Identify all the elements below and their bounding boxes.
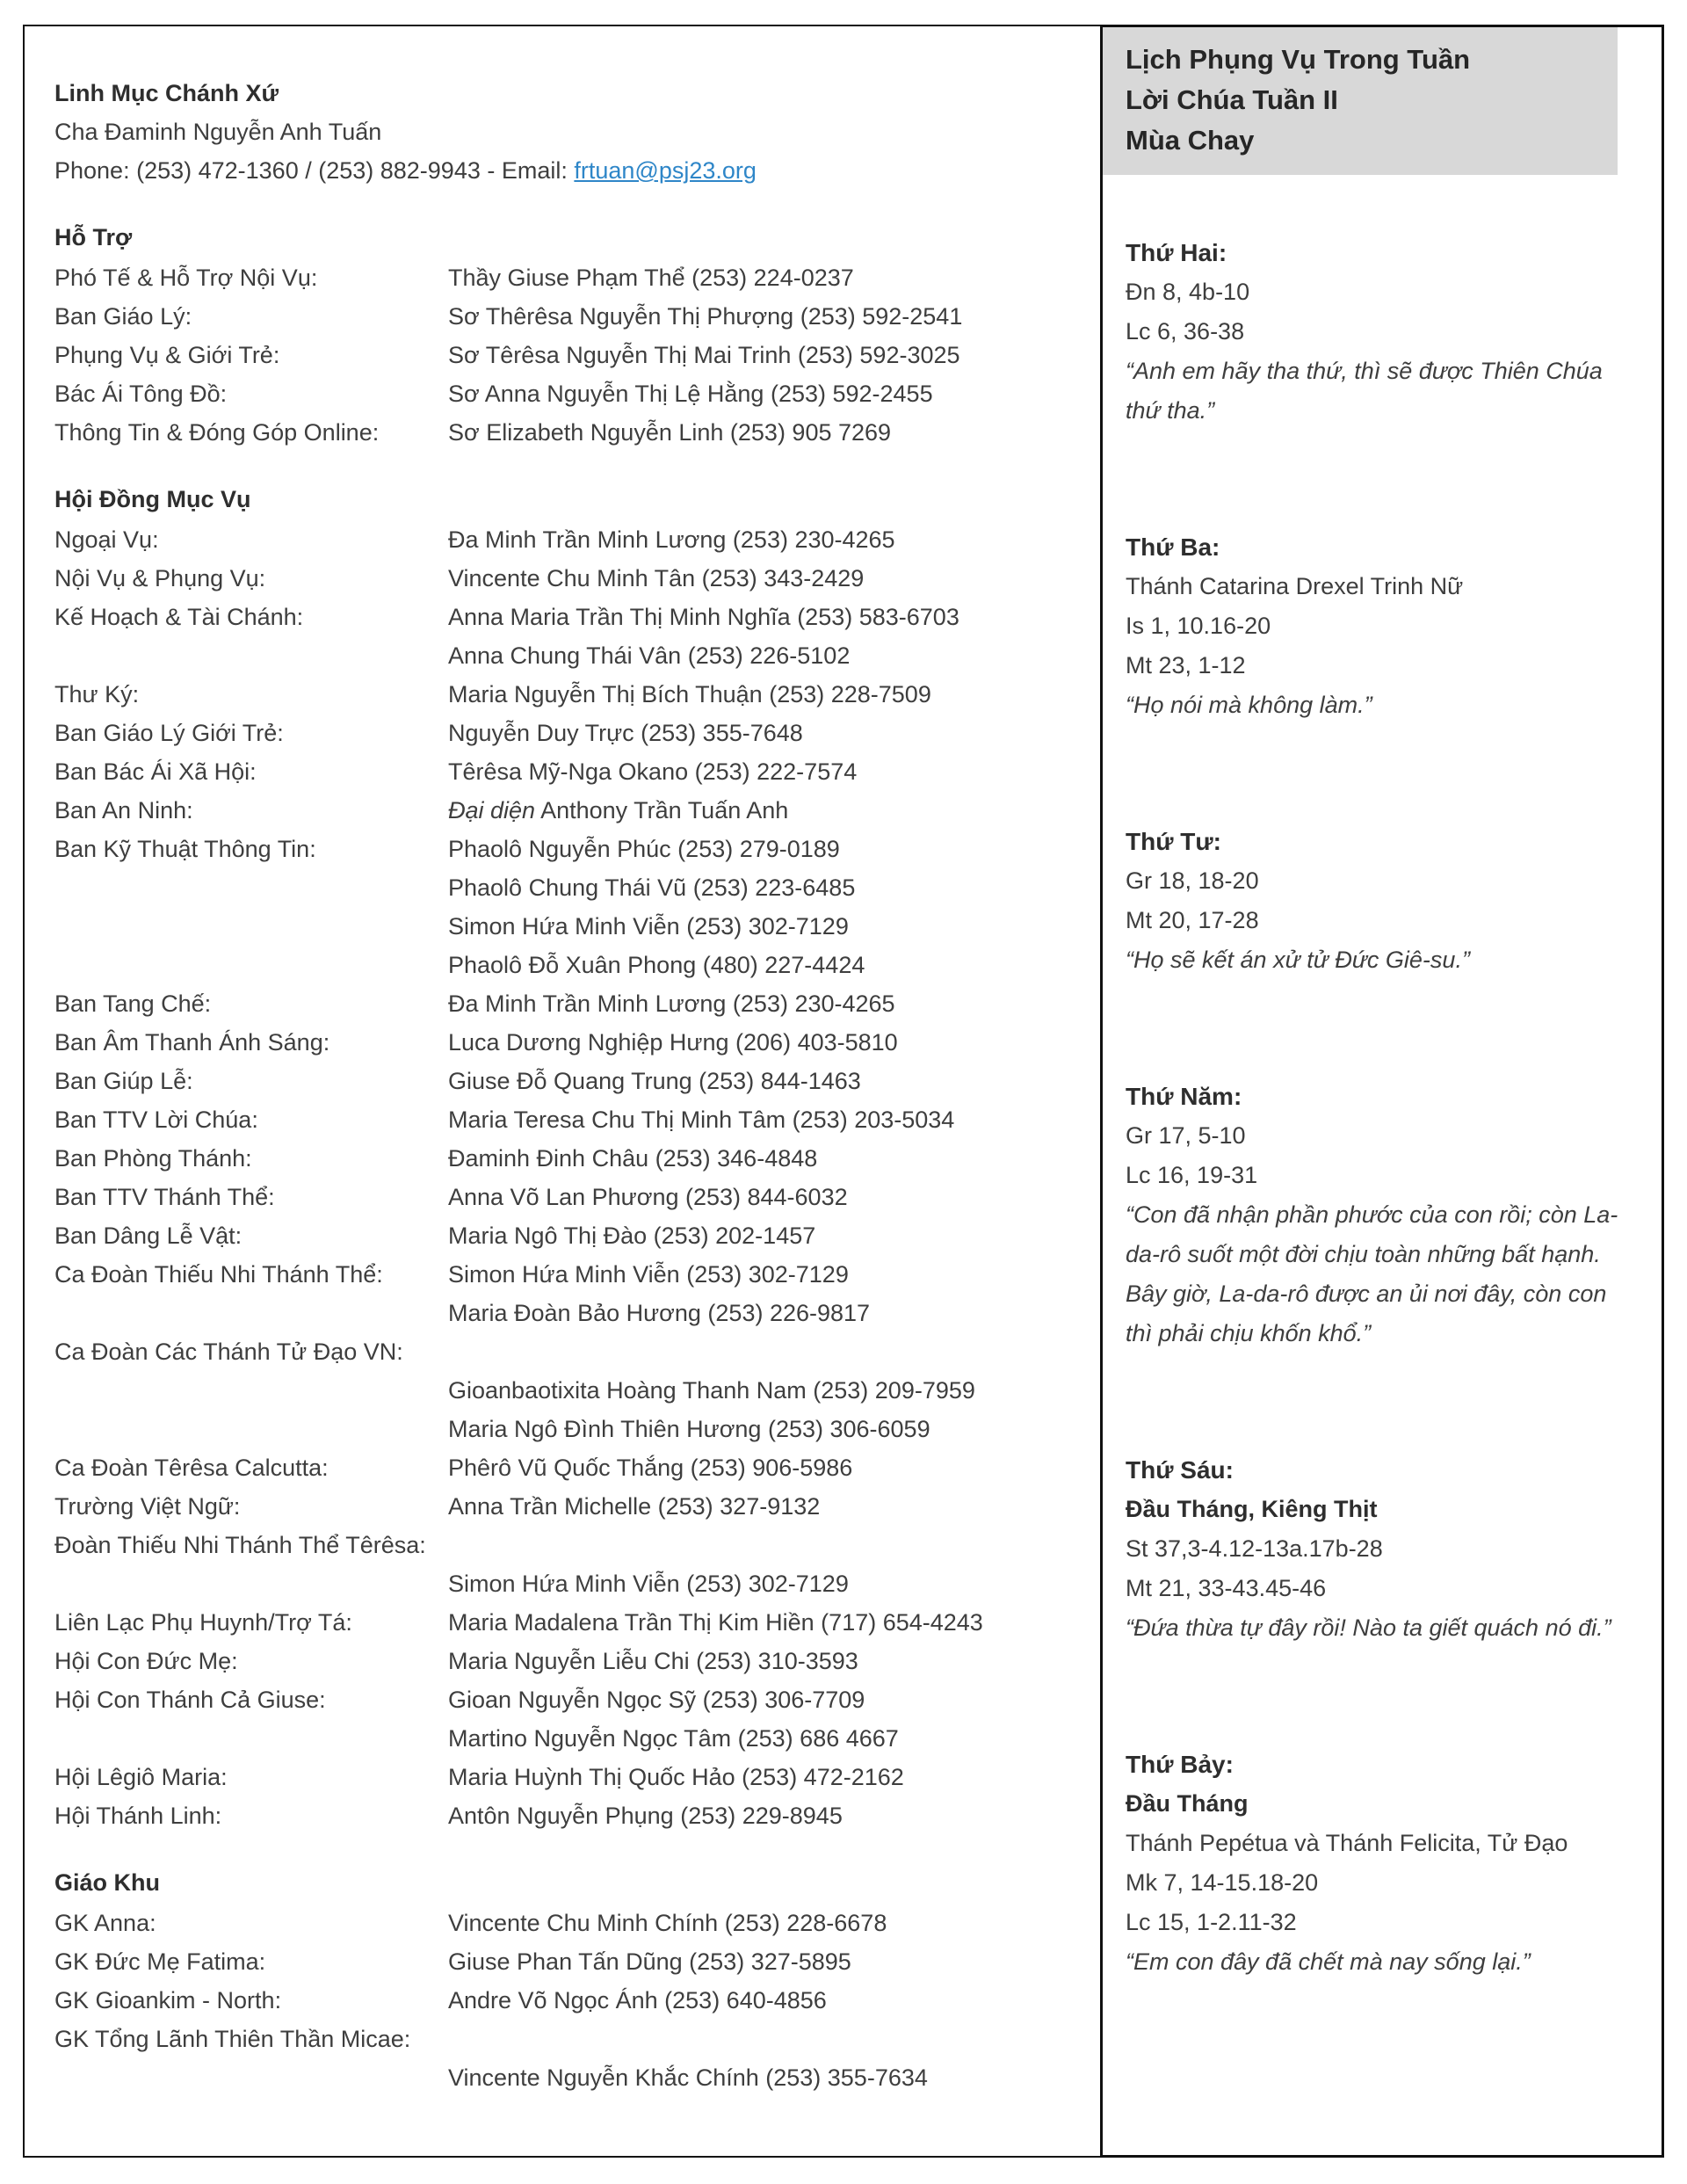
directory-row — [54, 559, 1086, 598]
directory-row — [54, 1139, 1086, 1178]
directory-row — [54, 413, 1086, 452]
day-line: Is 1, 10.16-20 — [1126, 613, 1271, 639]
directory-row — [54, 1178, 1086, 1216]
role-label — [54, 868, 448, 907]
directory-row — [54, 2058, 1086, 2097]
contact-value: Đại diện Anthony Trần Tuấn Anh — [448, 797, 789, 824]
day-title: Thứ Ba: — [1126, 533, 1220, 561]
day-block — [1126, 1745, 1623, 1982]
role-label — [54, 1410, 448, 1448]
contact-value: Maria Teresa Chu Thị Minh Tâm (253) 203-5034 — [448, 1107, 955, 1133]
contact-value: Vincente Nguyễn Khắc Chính (253) 355-7634 — [448, 2064, 928, 2091]
day-block — [1126, 527, 1623, 725]
contact-value: Sơ Anna Nguyễn Thị Lệ Hằng (253) 592-2455 — [448, 381, 933, 407]
directory-section — [54, 218, 1086, 452]
directory-row — [54, 336, 1086, 374]
directory-row — [54, 791, 1086, 830]
role-label: Ca Đoàn Các Thánh Tử Đạo VN: — [54, 1339, 403, 1365]
schedule-panel — [1100, 25, 1664, 2158]
directory-row — [54, 1216, 1086, 1255]
directory-row — [54, 1487, 1086, 1526]
section-title: Hội Đồng Mục Vụ — [54, 486, 251, 512]
role-label: Ban Kỹ Thuật Thông Tin: — [54, 836, 316, 862]
day-title: Thứ Hai: — [1126, 239, 1227, 266]
section-title: Hỗ Trợ — [54, 224, 133, 250]
directory-section — [54, 1863, 1086, 2097]
contact-value: Maria Đoàn Bảo Hương (253) 226-9817 — [448, 1300, 871, 1326]
directory-row — [54, 1410, 1086, 1448]
role-label: Ban Giáo Lý Giới Trẻ: — [54, 720, 284, 746]
directory-row — [54, 830, 1086, 868]
directory-row — [54, 1719, 1086, 1758]
contact-value: Anna Võ Lan Phương (253) 844-6032 — [448, 1184, 848, 1210]
day-line: Mt 23, 1-12 — [1126, 652, 1246, 678]
schedule-header — [1103, 27, 1618, 175]
contact-value: Đa Minh Trần Minh Lương (253) 230-4265 — [448, 526, 895, 553]
section-title: Giáo Khu — [54, 1869, 160, 1896]
day-quote: “Anh em hãy tha thứ, thì sẽ được Thiên Chúa thứ tha.” — [1126, 358, 1603, 424]
role-label — [54, 2058, 448, 2097]
contact-value: Têrêsa Mỹ-Nga Okano (253) 222-7574 — [448, 758, 858, 785]
role-label: Ngoại Vụ: — [54, 526, 159, 553]
contact-value: Anna Trần Michelle (253) 327-9132 — [448, 1493, 821, 1520]
schedule-header-line-2: Lời Chúa Tuần II — [1126, 84, 1338, 115]
contact-value: Gioan Nguyễn Ngọc Sỹ (253) 306-7709 — [448, 1687, 865, 1713]
role-label: Ca Đoàn Thiếu Nhi Thánh Thể: — [54, 1261, 383, 1288]
role-label: Thư Ký: — [54, 681, 140, 707]
day-line: Lc 15, 1-2.11-32 — [1126, 1909, 1297, 1935]
contact-value: Maria Ngô Đình Thiên Hương (253) 306-6059 — [448, 1416, 930, 1442]
directory-row — [54, 907, 1086, 946]
contact-value: Phaolô Đỗ Xuân Phong (480) 227-4424 — [448, 952, 865, 978]
role-label — [54, 946, 448, 984]
contact-value: Simon Hứa Minh Viễn (253) 302-7129 — [448, 913, 849, 940]
directory-row — [54, 258, 1086, 297]
schedule-header-line-3: Mùa Chay — [1126, 125, 1255, 156]
role-label: Ban TTV Thánh Thể: — [54, 1184, 275, 1210]
pastor-title: Linh Mục Chánh Xứ — [54, 80, 279, 106]
directory-row — [54, 1526, 1086, 1564]
role-label: GK Anna: — [54, 1910, 156, 1936]
role-label: Hội Thánh Linh: — [54, 1803, 222, 1829]
directory-row — [54, 1448, 1086, 1487]
day-block — [1126, 233, 1623, 431]
role-label: Liên Lạc Phụ Huynh/Trợ Tá: — [54, 1609, 352, 1636]
directory-row — [54, 1942, 1086, 1981]
role-label: Ban Giúp Lễ: — [54, 1068, 193, 1094]
role-label — [54, 907, 448, 946]
role-label: Phụng Vụ & Giới Trẻ: — [54, 342, 280, 368]
directory-row — [54, 1796, 1086, 1835]
contact-value: Thầy Giuse Phạm Thể (253) 224-0237 — [448, 265, 854, 291]
contact-value: Vincente Chu Minh Tân (253) 343-2429 — [448, 565, 865, 591]
day-quote: “Con đã nhận phần phước của con rồi; còn La-da-rô suốt một đời chịu toàn những bất hạnh. Bây giờ, La-da-rô được an ủi nơi đây, còn con thì phải chịu khốn khổ.” — [1126, 1201, 1618, 1346]
day-quote: “Họ nói mà không làm.” — [1126, 692, 1372, 718]
directory-row — [54, 1603, 1086, 1642]
contact-directory — [25, 26, 1100, 2156]
day-line: Đầu Tháng — [1126, 1790, 1249, 1817]
directory-row — [54, 1680, 1086, 1719]
contact-value: Gioanbaotixita Hoàng Thanh Nam (253) 209-7959 — [448, 1377, 975, 1404]
day-title: Thứ Sáu: — [1126, 1456, 1234, 1484]
role-label: Hội Con Thánh Cả Giuse: — [54, 1687, 326, 1713]
day-title: Thứ Năm: — [1126, 1083, 1242, 1110]
day-quote: “Đứa thừa tự đây rồi! Nào ta giết quách nó đi.” — [1126, 1614, 1611, 1641]
role-label: Đoàn Thiếu Nhi Thánh Thể Têrêsa: — [54, 1532, 426, 1558]
contact-value: Antôn Nguyễn Phụng (253) 229-8945 — [448, 1803, 843, 1829]
directory-section — [54, 480, 1086, 1835]
role-label — [54, 1294, 448, 1332]
role-label: Kế Hoạch & Tài Chánh: — [54, 604, 304, 630]
directory-row — [54, 1023, 1086, 1062]
pastor-email-link[interactable]: frtuan@psj23.org — [574, 157, 757, 184]
directory-row — [54, 1981, 1086, 2020]
contact-value: Simon Hứa Minh Viễn (253) 302-7129 — [448, 1261, 849, 1288]
directory-row — [54, 1255, 1086, 1294]
role-label — [54, 1564, 448, 1603]
contact-value: Đaminh Đinh Châu (253) 346-4848 — [448, 1145, 818, 1172]
contact-value: Maria Nguyễn Liễu Chi (253) 310-3593 — [448, 1648, 858, 1674]
directory-row — [54, 1642, 1086, 1680]
contact-value: Maria Huỳnh Thị Quốc Hảo (253) 472-2162 — [448, 1764, 904, 1790]
directory-row — [54, 752, 1086, 791]
day-line: Thánh Catarina Drexel Trinh Nữ — [1126, 573, 1464, 599]
day-block — [1126, 822, 1623, 980]
day-line: Lc 6, 36-38 — [1126, 318, 1245, 345]
role-label: Bác Ái Tông Đồ: — [54, 381, 228, 407]
contact-value: Sơ Thêrêsa Nguyễn Thị Phượng (253) 592-2541 — [448, 303, 963, 330]
day-line: Gr 18, 18-20 — [1126, 867, 1259, 894]
day-line: Đn 8, 4b-10 — [1126, 279, 1250, 305]
role-label: Ban Bác Ái Xã Hội: — [54, 758, 257, 785]
day-line: Mt 20, 17-28 — [1126, 907, 1259, 933]
contact-value: Simon Hứa Minh Viễn (253) 302-7129 — [448, 1571, 849, 1597]
role-label: Ban Dâng Lễ Vật: — [54, 1223, 243, 1249]
role-label: Trường Việt Ngữ: — [54, 1493, 241, 1520]
role-label: Ban Âm Thanh Ánh Sáng: — [54, 1029, 330, 1056]
day-line: Mk 7, 14-15.18-20 — [1126, 1869, 1319, 1896]
pastor-name: Cha Đaminh Nguyễn Anh Tuấn — [54, 119, 382, 145]
directory-row — [54, 1100, 1086, 1139]
day-title: Thứ Tư: — [1126, 828, 1221, 855]
directory-row — [54, 1371, 1086, 1410]
schedule-days — [1103, 175, 1662, 2008]
day-line: St 37,3-4.12-13a.17b-28 — [1126, 1535, 1383, 1562]
day-line: Lc 16, 19-31 — [1126, 1162, 1258, 1188]
directory-row — [54, 1332, 1086, 1371]
contact-value: Phaolô Chung Thái Vũ (253) 223-6485 — [448, 874, 856, 901]
pastor-phone: Phone: (253) 472-1360 / (253) 882-9943 - Email: — [54, 157, 575, 184]
day-line: Gr 17, 5-10 — [1126, 1122, 1246, 1149]
contact-value: Maria Ngô Thị Đào (253) 202-1457 — [448, 1223, 816, 1249]
role-label: Ca Đoàn Têrêsa Calcutta: — [54, 1455, 329, 1481]
directory-row — [54, 1758, 1086, 1796]
directory-row — [54, 984, 1086, 1023]
role-label: Ban Tang Chế: — [54, 990, 212, 1017]
contact-value: Phêrô Vũ Quốc Thắng (253) 906-5986 — [448, 1455, 853, 1481]
role-label: Nội Vụ & Phụng Vụ: — [54, 565, 266, 591]
role-label: Ban TTV Lời Chúa: — [54, 1107, 258, 1133]
role-label — [54, 1371, 448, 1410]
role-label: GK Gioankim - North: — [54, 1987, 282, 2013]
role-label: GK Đức Mẹ Fatima: — [54, 1948, 266, 1975]
pastor-contact-line — [54, 151, 1086, 190]
role-label — [54, 1719, 448, 1758]
day-quote: “Em con đây đã chết mà nay sống lại.” — [1126, 1948, 1531, 1975]
directory-row — [54, 297, 1086, 336]
role-label: Hội Lêgiô Maria: — [54, 1764, 228, 1790]
day-line: Mt 21, 33-43.45-46 — [1126, 1575, 1327, 1601]
directory-row — [54, 868, 1086, 907]
contact-value-italic-prefix: Đại diện — [448, 797, 536, 824]
role-label: Phó Tế & Hỗ Trợ Nội Vụ: — [54, 265, 318, 291]
directory-row — [54, 675, 1086, 714]
contact-value: Vincente Chu Minh Chính (253) 228-6678 — [448, 1910, 887, 1936]
directory-row — [54, 946, 1086, 984]
contact-value: Sơ Têrêsa Nguyễn Thị Mai Trinh (253) 592-3025 — [448, 342, 960, 368]
day-block — [1126, 1450, 1623, 1648]
role-label: Hội Con Đức Mẹ: — [54, 1648, 238, 1674]
day-line: Thánh Pepétua và Thánh Felicita, Tử Đạo — [1126, 1830, 1568, 1856]
contact-value: Sơ Elizabeth Nguyễn Linh (253) 905 7269 — [448, 419, 892, 446]
directory-row — [54, 714, 1086, 752]
day-line: Đầu Tháng, Kiêng Thịt — [1126, 1496, 1378, 1522]
directory-sections — [54, 218, 1086, 2097]
directory-row — [54, 374, 1086, 413]
contact-value: Anna Maria Trần Thị Minh Nghĩa (253) 583-6703 — [448, 604, 959, 630]
role-label: GK Tổng Lãnh Thiên Thần Micae: — [54, 2026, 411, 2052]
role-label — [54, 636, 448, 675]
contact-value: Anna Chung Thái Vân (253) 226-5102 — [448, 642, 851, 669]
directory-row — [54, 598, 1086, 636]
day-quote: “Họ sẽ kết án xử tử Đức Giê-su.” — [1126, 947, 1470, 973]
role-label: Ban Giáo Lý: — [54, 303, 192, 330]
contact-value: Maria Nguyễn Thị Bích Thuận (253) 228-7509 — [448, 681, 931, 707]
directory-row — [54, 1062, 1086, 1100]
page-frame — [23, 25, 1664, 2158]
contact-value: Giuse Phan Tấn Dũng (253) 327-5895 — [448, 1948, 851, 1975]
role-label: Ban Phòng Thánh: — [54, 1145, 252, 1172]
contact-value: Martino Nguyễn Ngọc Tâm (253) 686 4667 — [448, 1725, 899, 1752]
contact-value: Maria Madalena Trần Thị Kim Hiền (717) 654-4243 — [448, 1609, 983, 1636]
role-label: Ban An Ninh: — [54, 797, 193, 824]
directory-row — [54, 520, 1086, 559]
directory-row — [54, 1294, 1086, 1332]
contact-value: Giuse Đỗ Quang Trung (253) 844-1463 — [448, 1068, 861, 1094]
pastor-section — [54, 74, 1086, 190]
role-label: Thông Tin & Đóng Góp Online: — [54, 419, 380, 446]
directory-row — [54, 2020, 1086, 2058]
contact-value: Đa Minh Trần Minh Lương (253) 230-4265 — [448, 990, 895, 1017]
directory-row — [54, 1564, 1086, 1603]
directory-row — [54, 1904, 1086, 1942]
contact-value: Nguyễn Duy Trực (253) 355-7648 — [448, 720, 803, 746]
day-title: Thứ Bảy: — [1126, 1751, 1234, 1778]
contact-value: Phaolô Nguyễn Phúc (253) 279-0189 — [448, 836, 840, 862]
contact-value: Luca Dương Nghiệp Hưng (206) 403-5810 — [448, 1029, 898, 1056]
day-block — [1126, 1077, 1623, 1353]
directory-row — [54, 636, 1086, 675]
contact-value: Andre Võ Ngọc Ánh (253) 640-4856 — [448, 1987, 827, 2013]
schedule-header-line-1: Lịch Phụng Vụ Trong Tuần — [1126, 44, 1471, 75]
